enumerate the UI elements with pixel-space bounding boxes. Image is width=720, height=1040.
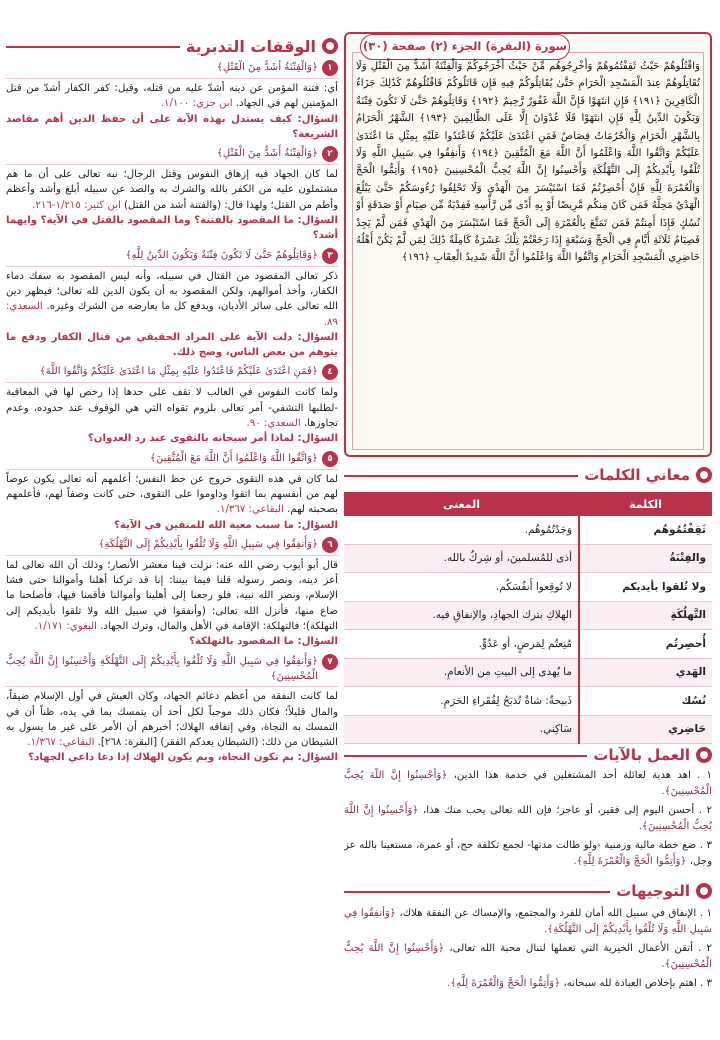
ayah-192: فَإِنِ انتَهَوْا فَإِنَّ اللَّهَ غَفُورٌ رَّحِيمٌ ﴿١٩٢﴾ (471, 95, 629, 107)
amal-title: العمل بالآيات (593, 746, 690, 764)
wuqufa-item (6, 146, 338, 243)
vocab-meaning: سَاكِني. (344, 715, 579, 744)
vocab-word: أُحصِرتُم (579, 630, 712, 659)
item-body: لما كان في هذه التقوى خروج عن حظ النفس؛ أعلمهم أنه تعالى يكون عوضاً لهم من أنفسهم بما اتقوا وداوموا على التقوى، حتى كانت وصفاً لهم، فأعلمهم بصحبته لهم. (6, 473, 338, 516)
vocab-meaning: ما يُهدى إلى البيتِ من الأنعامِ. (344, 658, 579, 687)
wuqufa-item (6, 364, 338, 446)
item-body: أي: فتنة المؤمن عن دينه أشدّ عليه من قتله، وقيل: كفر الكفار أشدّ من قتل المؤمنين لهم في الجهاد. (6, 83, 338, 110)
item-number: ٥ (322, 451, 338, 467)
list-item: ٢ . أتقن الأعمال الخيرية التي تعملها لتنال محبة الله تعالى، ﴿وَأَحْسِنُوا إِنَّ اللَّهَ يُحِبُّ الْمُحْسِنِينَ﴾. (344, 943, 712, 970)
table-row (344, 573, 712, 602)
item-source: السعدي: ٩٠. (246, 418, 301, 430)
table-row (344, 516, 712, 544)
item-verse: ﴿وَأَنفِقُوا فِي سَبِيلِ اللَّهِ وَلَا تُلْقُوا بِأَيْدِيكُمْ إِلَى التَّهْلُكَةِ﴾ (98, 538, 318, 550)
item-verse: ﴿وَالْفِتْنَةُ أَشَدُّ مِنَ الْقَتْلِ﴾ (216, 62, 318, 73)
divider (6, 46, 180, 48)
item-number: ٦ (322, 537, 338, 553)
vocab-meaning: أذى للمُسلمينَ، أو شِركٌ بالله. (344, 544, 579, 573)
item-verse: ﴿وَقَاتِلُوهُمْ حَتَّىٰ لَا تَكُونَ فِتْنَةٌ وَيَكُونَ الدِّينُ لِلَّهِ﴾ (125, 249, 318, 261)
item-question: السؤال: بم تكون النجاة، وبم يكون الهلاك إذا دعا داعي الجهاد؟ (28, 752, 338, 764)
item-source: ابن كثير: ١/٢١٥-٢١٦. (32, 199, 121, 211)
item-verse: ﴿وَالْفِتْنَةُ أَشَدُّ مِنَ الْقَتْلِ﴾ (216, 148, 318, 160)
amal-heading (344, 744, 712, 766)
list-item: ٣ . اهتم بإخلاص العبادة لله سبحانه، ﴿وَأَتِمُّوا الْحَجَّ وَالْعُمْرَةَ لِلَّهِ﴾. (447, 978, 712, 989)
table-row (344, 630, 712, 659)
amal-list (344, 768, 712, 872)
wuqufat-heading (6, 34, 338, 58)
item-verse: ﴿فَمَنِ اعْتَدَىٰ عَلَيْكُمْ فَاعْتَدُوا عَلَيْهِ بِمِثْلِ مَا اعْتَدَىٰ عَلَيْكُمْ وَاتَّقُوا اللَّهَ﴾ (39, 366, 318, 378)
ayah-195: وَأَنفِقُوا فِي سَبِيلِ اللَّهِ وَلَا تُلْقُوا بِأَيْدِيكُمْ إِلَى التَّهْلُكَةِ وَأَحْسِنُوا إِنَّ اللَّهَ يُحِبُّ الْمُحْسِنِينَ ﴿١٩٥﴾ (356, 148, 700, 177)
flower-icon (696, 883, 712, 899)
vocab-word: الهَدي (579, 658, 712, 687)
table-row (344, 601, 712, 630)
item-number: ١ (322, 60, 338, 76)
list-item: ٢ . أحسن اليوم إلى فقير، أو عاجز؛ فإن الله تعالى يحب منك هذا، ﴿وَأَحْسِنُوا إِنَّ اللَّهَ يُحِبُّ الْمُحْسِنِينَ﴾. (344, 805, 712, 832)
item-source: ابن جزي: ١/١٠٠. (160, 98, 233, 110)
item-source: البقاعي: ١/٣٦٧. (216, 504, 284, 516)
wuqufat-title: الوقفات التدبرية (185, 36, 316, 56)
vocab-title: معاني الكلمات (584, 466, 690, 484)
vocab-header-row (344, 492, 712, 516)
vocab-col-meaning: المعنى (344, 492, 579, 516)
item-question: السؤال: ما المقصود بالفتنة؟ وما المقصود بالقتل في الآية؟ وايهما أشد؟ (6, 215, 338, 242)
item-question: السؤال: لماذا أمر سبحانه بالتقوى عند رد العدوان؟ (87, 433, 338, 445)
item-source: البغوي: ١/١٧١. (34, 621, 97, 633)
vocab-meaning: ذَبيحةٌ: شاةٌ تُذبَحُ لِفُقَراءِ الحَرَمِ. (344, 687, 579, 716)
quran-text (356, 58, 700, 448)
surah-header: سورة (البقرة) الجزء (٢) صفحة (٣٠) (360, 34, 570, 60)
ayah-194: الشَّهْرُ الْحَرَامُ بِالشَّهْرِ الْحَرَامِ وَالْحُرُمَاتُ قِصَاصٌ فَمَنِ اعْتَدَىٰ عَلَيْكُمْ فَاعْتَدُوا عَلَيْهِ بِمِثْلِ مَا اعْتَدَىٰ عَلَيْكُمْ وَاتَّقُوا اللَّهَ وَاعْلَمُوا أَنَّ اللَّهَ مَعَ الْمُتَّقِينَ ﴿١٩٤﴾ (356, 113, 700, 160)
table-row (344, 715, 712, 744)
vocab-word: ولا تُلقوا بأيديكم (579, 573, 712, 602)
item-question: السؤال: دلت الآية على المراد الحقيقي من قتال الكفار ودفع ما يتوهم من بعض الناس، وضح ذلك. (6, 331, 338, 359)
item-verse: ﴿وَأَنفِقُوا فِي سَبِيلِ اللَّهِ وَلَا تُلْقُوا بِأَيْدِيكُمْ إِلَى التَّهْلُكَةِ وَأَحْسِنُوا إِنَّ اللَّهَ يُحِبُّ الْمُحْسِنِينَ﴾ (6, 655, 318, 682)
item-body: لما كانت النفقة من أعظم دعائم الجهاد، وكان العيش في أول الإسلام ضيقاً، والمال قليلاً؛ فكان ذلك موجباً لكل أحد أن يتمسك بما في يده، ظناً أن في التمسك به النجاة، وفي إنفاقه الهلاك؛ أخبرهم أن الأمر على غير ما يسول به الشيطان من ذلك: (الشيطان يعدكم الفقر) [البقرة: ٢٦٨]. (6, 691, 338, 749)
item-number: ٢ (322, 146, 338, 162)
list-item: ١ . اهد هدية لعائلة أحد المشتغلين في خدمة هذا الدين، ﴿وَأَحْسِنُوا إِنَّ اللَّهَ يُحِبُّ الْمُحْسِنِينَ﴾. (344, 770, 712, 797)
divider (344, 891, 610, 893)
wuqufa-item (6, 654, 338, 766)
vocab-meaning: لا تُوقِعوا أَنفُسَكُم. (344, 573, 579, 602)
table-row (344, 658, 712, 687)
item-source: البقاعي: ١/٣٦٧. (27, 737, 95, 749)
vocab-word: حَاضِري (579, 715, 712, 744)
vocab-heading (344, 464, 712, 486)
item-number: ٧ (322, 654, 338, 670)
item-number: ٤ (322, 364, 338, 380)
vocab-meaning: وَجَدْتُمُوهُم. (344, 516, 579, 544)
item-question: السؤال: كيف يستدل بهذه الآية على أن حفظ الدين أهم مقاصد الشريعة؟ (6, 113, 338, 140)
wuqufa-item (6, 451, 338, 533)
vocab-table (344, 492, 712, 744)
list-item: ١ . الإنفاق في سبيل الله أمان للفرد والمجتمع، والإمساك عن النفقة هلاك، ﴿وَأَنفِقُوا فِي سَبِيلِ اللَّهِ وَلَا تُلْقُوا بِأَيْدِيكُمْ إِلَى التَّهْلُكَةِ﴾. (344, 908, 712, 935)
ayah-193: وَقَاتِلُوهُمْ حَتَّىٰ لَا تَكُونَ فِتْنَةٌ وَيَكُونَ الدِّينُ لِلَّهِ فَإِنِ انتَهَوْا فَلَا عُدْوَانَ إِلَّا عَلَى الظَّالِمِينَ ﴿١٩٣﴾ (356, 95, 700, 125)
divider (344, 755, 587, 757)
vocab-col-word: الكلمة (579, 492, 712, 516)
vocab-word: والفِتْنَةُ (579, 544, 712, 573)
vocab-meaning: مُنِعتُم لِمَرضٍ، أو عَدُوٍّ. (344, 630, 579, 659)
wuqufa-item (6, 248, 338, 361)
item-question: السؤال: ما المقصود بالتهلكة؟ (189, 636, 338, 648)
tawjihat-heading (344, 880, 712, 902)
item-question: السؤال: ما سبب معية الله للمتقين في الآية؟ (113, 519, 338, 531)
item-body: ذكر تعالى المقصود من القتال في سبيله، وأنه ليس المقصود به سفك دماء الكفار، وأخذ أموالهم، ولكن المقصود به أن يكون الدين لله تعالى؛ فيظهر دين الله تعالى على سائر الأديان، ويدفع كل ما يعارضه من الشرك وغيره. (6, 270, 338, 313)
flower-icon (696, 467, 712, 483)
item-number: ٣ (322, 248, 338, 264)
tawjihat-title: التوجيهات (616, 882, 690, 900)
item-verse: ﴿وَاتَّقُوا اللَّهَ وَاعْلَمُوا أَنَّ اللَّهَ مَعَ الْمُتَّقِينَ﴾ (150, 452, 318, 464)
wuqufat-list (6, 60, 338, 1036)
list-item: ٣ . ضع خطة مالية وزمنية -ولو طالت مدتها- لجمع تكلفة حج، أو عمرة، مستعينا بالله عز وجل، ﴿وَأَتِمُّوا الْحَجَّ وَالْعُمْرَةَ لِلَّهِ﴾. (344, 840, 712, 867)
vocab-word: نُسُك (579, 687, 712, 716)
item-source: السعدي: ٨٩. (6, 301, 338, 328)
table-row (344, 544, 712, 573)
item-body: لما كان الجهاد فيه إزهاق النفوس وقتل الرجال؛ نبه تعالى على أن ما هم مشتملون عليه من الكفر بالله والشرك به والصد عن سبيله أبلغ وأشد وأعظم وأطم من القتل؛ ولهذا قال: (والفتنة أشد من القتل) (6, 169, 338, 211)
wuqufa-item (6, 537, 338, 650)
vocab-word: التَّهلُكَةِ (579, 601, 712, 630)
vocab-meaning: الهلاكِ بترك الجهادِ، والإنفاقِ فيه. (344, 601, 579, 630)
item-body: ولما كانت النفوس في الغالب لا تقف على حدها إذا رخص لها في المعاقبة -لطلبها التشفي- أمر تعالى بلزوم تقواه التي هي الوقوف عند حدوده، وعدم تجاوزها. (6, 387, 338, 430)
table-row (344, 687, 712, 716)
ayah-196: وَأَتِمُّوا الْحَجَّ وَالْعُمْرَةَ لِلَّهِ فَإِنْ أُحْصِرْتُمْ فَمَا اسْتَيْسَرَ مِنَ الْهَدْيِ وَلَا تَحْلِقُوا رُءُوسَكُمْ حَتَّىٰ يَبْلُغَ الْهَدْيُ مَحِلَّهُ فَمَن كَانَ مِنكُم مَّرِيضًا أَوْ بِهِ أَذًى مِّن رَّأْسِهِ فَفِدْيَةٌ مِّن صِيَامٍ أَوْ صَدَقَةٍ أَوْ نُسُكٍ فَإِذَا أَمِنتُمْ فَمَن تَمَتَّعَ بِالْعُمْرَةِ إِلَى الْحَجِّ فَمَا اسْتَيْسَرَ مِنَ الْهَدْيِ فَمَن لَّمْ يَجِدْ فَصِيَامُ ثَلَاثَةِ أَيَّامٍ فِي الْحَجِّ وَسَبْعَةٍ إِذَا رَجَعْتُمْ تِلْكَ عَشَرَةٌ كَامِلَةٌ ذَٰلِكَ لِمَن لَّمْ يَكُنْ أَهْلُهُ حَاضِرِي الْمَسْجِدِ الْحَرَامِ وَاتَّقُوا اللَّهَ وَاعْلَمُوا أَنَّ اللَّهَ شَدِيدُ الْعِقَابِ ﴿١٩٦﴾ (356, 165, 700, 264)
ayah-191: وَاقْتُلُوهُمْ حَيْثُ ثَقِفْتُمُوهُمْ وَأَخْرِجُوهُم مِّنْ حَيْثُ أَخْرَجُوكُمْ وَالْفِتْنَةُ أَشَدُّ مِنَ الْقَتْلِ وَلَا تُقَاتِلُوهُمْ عِندَ الْمَسْجِدِ الْحَرَامِ حَتَّىٰ يُقَاتِلُوكُمْ فِيهِ فَإِن قَاتَلُوكُمْ فَاقْتُلُوهُمْ كَذَٰلِكَ جَزَاءُ الْكَافِرِينَ ﴿١٩١﴾ (356, 61, 700, 107)
flower-icon (322, 38, 338, 54)
wuqufa-item (6, 60, 338, 142)
flower-icon (696, 747, 712, 763)
vocab-word: ثَقِفْتُمُوهُم (579, 516, 712, 544)
divider (344, 475, 578, 477)
tawjihat-list (344, 906, 712, 1036)
item-body: قال أبو أيوب رضي الله عنه: نزلت فينا معشر الأنصار؛ وذلك أن الله تعالى لما أعز دينه، ونصر رسوله قلنا فيما بيننا: إنا قد تركنا أهلنا وأموالنا حتى فشا الإسلام، ونصر الله نبيه، فلو رجعنا إلى أهلينا وأموالنا فأقمنا فيها، فأصلحنا ما ضاع منها، فأنزل الله تعالى: (وأنفقوا في سبيل الله ولا تلقوا بأيديكم إلى التهلكة)؛ فالتهلكة: الإقامة في الأهل والمال، وترك الجهاد. (6, 559, 338, 633)
